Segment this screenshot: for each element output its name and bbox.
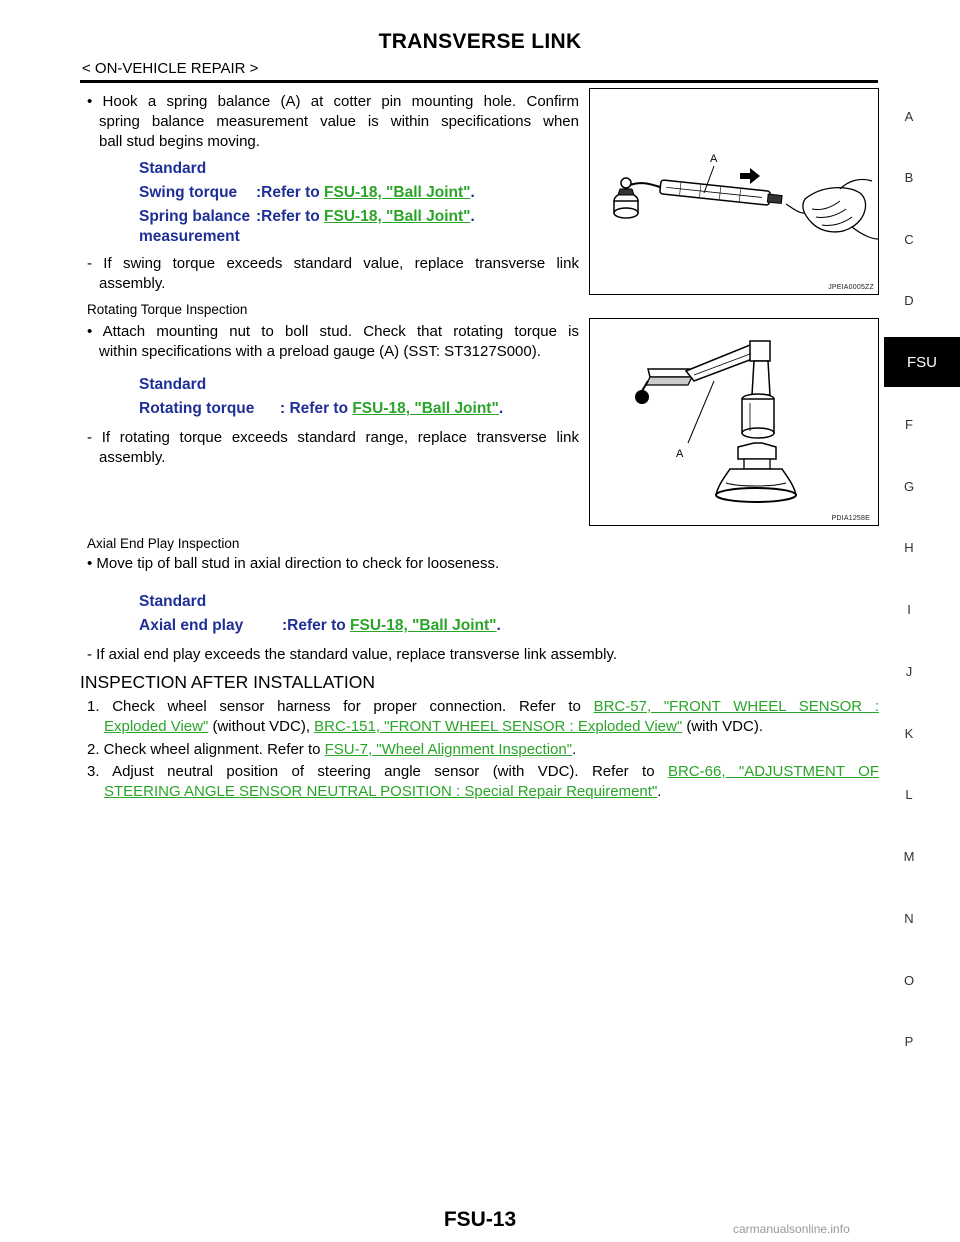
link-brc66-cont[interactable]: STEERING ANGLE SENSOR NEUTRAL POSITION : Special Repair Requirement": [104, 783, 658, 800]
watermark: carmanualsonline.info: [733, 1222, 850, 1236]
section1-bullet-line2: spring balance measurement value is within specifications when: [99, 113, 579, 130]
step-3-text-b: .: [657, 783, 662, 800]
side-index-m[interactable]: M: [903, 849, 915, 864]
step-1-text-c: (with VDC).: [682, 718, 763, 735]
section1-swing-torque-ref: :Refer to FSU-18, "Ball Joint".: [256, 184, 475, 201]
step-1-line2: [87, 717, 879, 737]
side-index-i[interactable]: I: [907, 602, 911, 617]
link-fsu7[interactable]: FSU-7, "Wheel Alignment Inspection": [324, 741, 573, 758]
side-index-f[interactable]: F: [905, 417, 913, 432]
page-title: TRANSVERSE LINK: [378, 30, 582, 53]
link-fsu18-ball-joint[interactable]: FSU-18, "Ball Joint": [324, 184, 471, 201]
step-1: [87, 697, 879, 737]
step-3: [87, 762, 879, 802]
section2-bullet-line2: within specifications with a preload gauge (A) (SST: ST3127S000).: [99, 343, 541, 360]
side-index-d[interactable]: D: [904, 293, 914, 308]
side-index-o[interactable]: O: [903, 973, 915, 988]
section2-dash-line1: - If rotating torque exceeds standard range, replace transverse link: [87, 429, 579, 446]
section2-bullet: [87, 322, 579, 362]
section1-measurement-label: measurement: [139, 228, 240, 245]
section3-standard-label: Standard: [139, 593, 207, 610]
refer-text: :Refer to: [256, 184, 325, 201]
side-index-k[interactable]: K: [904, 726, 914, 741]
section2-bullet-line1: • Attach mounting nut to boll stud. Check that rotating torque is: [87, 323, 579, 340]
step-1-line1: [87, 697, 879, 717]
side-index-fsu-active[interactable]: FSU: [884, 337, 960, 387]
side-index-a[interactable]: A: [904, 109, 914, 124]
section3-axial-end-play-ref: :Refer to FSU-18, "Ball Joint".: [282, 617, 501, 634]
side-index-c[interactable]: C: [904, 232, 914, 247]
section3-dash: - If axial end play exceeds the standard value, replace transverse link assembly.: [87, 646, 617, 663]
side-index-b[interactable]: B: [904, 170, 914, 185]
preload-gauge-illustration: [590, 319, 878, 525]
section1-swing-torque-label: Swing torque: [139, 184, 238, 201]
step-1-text: 1. Check wheel sensor harness for proper connection. Refer to: [87, 698, 594, 715]
step-3-line2: [87, 782, 879, 802]
section1-dash-line1: - If swing torque exceeds standard value, replace transverse link: [87, 255, 579, 272]
section1-spring-balance-label: Spring balance: [139, 208, 251, 225]
page-number: FSU-13: [443, 1208, 517, 1231]
section1-standard-label: Standard: [139, 160, 207, 177]
side-index-h[interactable]: H: [904, 540, 914, 555]
section4-heading: INSPECTION AFTER INSTALLATION: [80, 672, 375, 692]
side-index-l[interactable]: L: [905, 787, 913, 802]
refer-text: :Refer to: [256, 208, 325, 225]
figure-spring-balance: [589, 88, 879, 295]
step-2-text: 2. Check wheel alignment. Refer to: [87, 741, 325, 758]
step-1-text-b: (without VDC),: [208, 718, 315, 735]
section3-bullet: • Move tip of ball stud in axial direction to check for looseness.: [87, 555, 500, 572]
section1-spring-balance-ref: :Refer to FSU-18, "Ball Joint".: [256, 208, 475, 225]
link-fsu18-ball-joint[interactable]: FSU-18, "Ball Joint": [350, 617, 497, 634]
refer-text: :Refer to: [282, 617, 351, 634]
spring-balance-illustration: [590, 89, 878, 294]
side-index-n[interactable]: N: [904, 911, 914, 926]
link-brc57[interactable]: BRC-57, "FRONT WHEEL SENSOR :: [593, 698, 880, 715]
step-2-text-b: .: [572, 741, 577, 758]
side-index-j[interactable]: J: [905, 664, 913, 679]
section2-rotating-torque-ref: : Refer to FSU-18, "Ball Joint".: [280, 400, 504, 417]
step-3-line1: [87, 762, 879, 782]
step-2: [87, 740, 576, 760]
refer-text: : Refer to: [280, 400, 353, 417]
step-3-text: 3. Adjust neutral position of steering angle sensor (with VDC). Refer to: [87, 763, 668, 780]
section3-axial-end-play-label: Axial end play: [139, 617, 244, 634]
figure2-label-a: A: [676, 448, 684, 460]
section1-dash-line2: assembly.: [99, 275, 166, 292]
section2-dash: [87, 428, 579, 468]
section1-bullet-line1: • Hook a spring balance (A) at cotter pin mounting hole. Confirm: [87, 93, 579, 110]
link-brc57-cont[interactable]: Exploded View": [104, 718, 209, 735]
section3-heading: Axial End Play Inspection: [87, 536, 240, 551]
link-fsu18-ball-joint[interactable]: FSU-18, "Ball Joint": [352, 400, 499, 417]
link-brc151[interactable]: BRC-151, "FRONT WHEEL SENSOR : Exploded View": [314, 718, 683, 735]
figure-preload-gauge: [589, 318, 879, 526]
figure1-label-a: A: [710, 153, 718, 165]
link-brc66[interactable]: BRC-66, "ADJUSTMENT OF: [667, 763, 879, 780]
side-index-g[interactable]: G: [903, 479, 915, 494]
section2-rotating-torque-label: Rotating torque: [139, 400, 255, 417]
breadcrumb: < ON-VEHICLE REPAIR >: [82, 60, 259, 77]
section2-heading: Rotating Torque Inspection: [87, 302, 248, 317]
section2-dash-line2: assembly.: [99, 449, 166, 466]
section1-bullet: [87, 92, 579, 152]
figure1-id: JPEIA0005ZZ: [828, 284, 874, 291]
section1-dash: [87, 254, 579, 294]
section2-standard-label: Standard: [139, 376, 207, 393]
section1-bullet-line3: ball stud begins moving.: [99, 133, 260, 150]
side-index-p[interactable]: P: [904, 1034, 914, 1049]
link-fsu18-ball-joint[interactable]: FSU-18, "Ball Joint": [324, 208, 471, 225]
figure2-id: PDIA1258E: [831, 515, 870, 522]
header-rule: [80, 80, 878, 83]
